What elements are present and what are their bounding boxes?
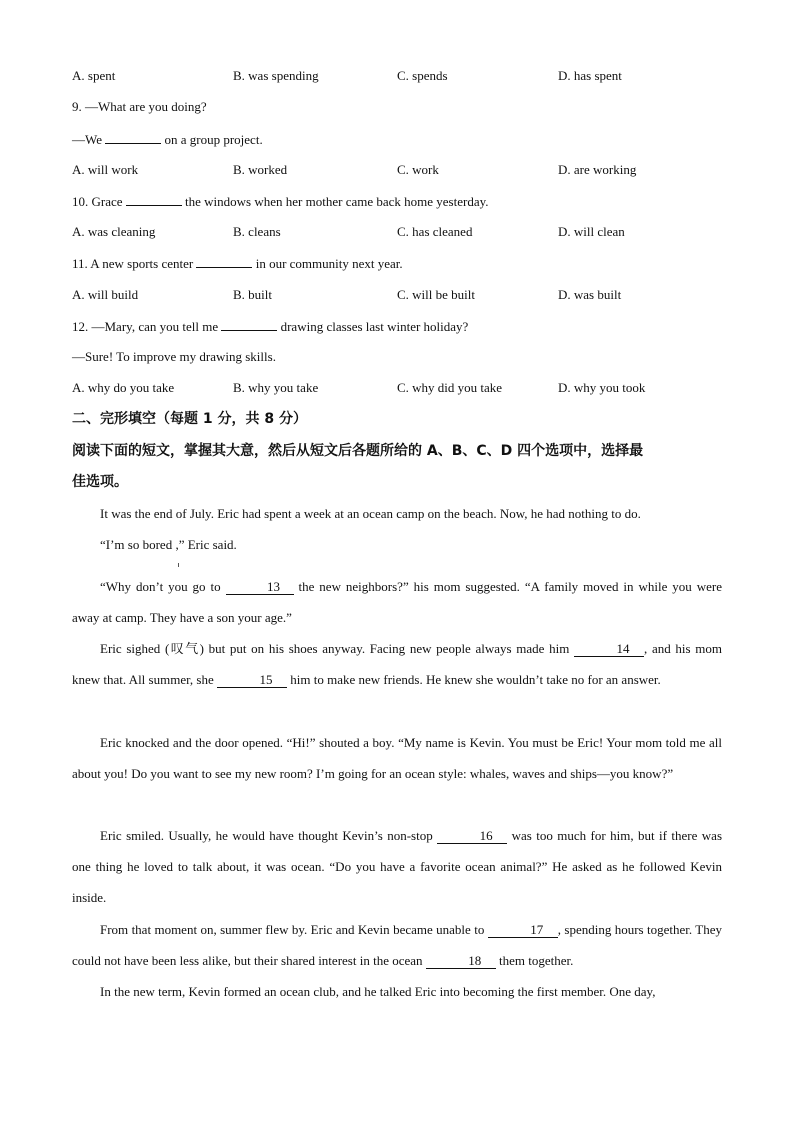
passage-paragraph-2: “I’m so bored ,” Eric said. (100, 537, 237, 552)
q10-option-c[interactable]: C. has cleaned (397, 224, 473, 239)
stray-mark (178, 563, 179, 567)
passage-p4-text-a: Eric sighed (叹气) but put on his shoes anyway. Facing new people always made him (100, 641, 570, 656)
q10-options (72, 223, 732, 241)
passage-paragraph-7 (72, 914, 722, 976)
passage-p6-text-a: Eric smiled. Usually, he would have thought Kevin’s non-stop (100, 828, 433, 843)
section-title: 二、完形填空（每题 1 分，共 8 分） (72, 411, 307, 427)
q9-answer-blank[interactable] (105, 130, 161, 144)
blank-15[interactable]: 15 (217, 672, 287, 688)
q12-options (72, 379, 732, 397)
q11-answer-blank[interactable] (196, 254, 252, 268)
q8-option-b[interactable]: B. was spending (233, 68, 319, 83)
q12-option-a[interactable]: A. why do you take (72, 380, 175, 395)
blank-18[interactable]: 18 (426, 953, 496, 969)
section-instruction-line1: 阅读下面的短文，掌握其大意，然后从短文后各题所给的 A、B、C、D 四个选项中，选择最 (72, 443, 644, 459)
q12-option-b[interactable]: B. why you take (233, 380, 319, 395)
q12-stem-post: drawing classes last winter holiday? (280, 319, 469, 334)
q9-reply-post: on a group project. (164, 132, 263, 147)
q10-stem-post: the windows when her mother came back home yesterday. (185, 194, 489, 209)
blank-16[interactable]: 16 (437, 828, 507, 844)
q10-stem (72, 192, 489, 211)
q11-stem-pre: 11. A new sports center (72, 256, 194, 271)
q9-option-d[interactable]: D. are working (558, 162, 637, 177)
q10-answer-blank[interactable] (126, 192, 182, 206)
passage-paragraph-6 (72, 820, 722, 913)
q9-reply (72, 130, 263, 149)
passage-p3-text-b: the new neighbors?” his mom suggested. “A family moved in while you were away at camp. They have a son your age.” (72, 579, 722, 625)
q8-option-a[interactable]: A. spent (72, 68, 116, 83)
passage-p3-text-a: “Why don’t you go to (100, 579, 221, 594)
blank-14[interactable]: 14 (574, 641, 644, 657)
passage-p7-text-b: , spending hours together. They could not have been less alike, but their shared interest in the ocean (72, 922, 723, 968)
section-instruction-line2: 佳选项。 (72, 474, 128, 490)
q12-answer-blank[interactable] (221, 317, 277, 331)
passage-paragraph-8: In the new term, Kevin formed an ocean club, and he talked Eric into becoming the first member. One day, (100, 984, 656, 999)
q11-stem (72, 254, 403, 273)
q8-option-c[interactable]: C. spends (397, 68, 448, 83)
q12-stem (72, 317, 468, 336)
q11-stem-post: in our community next year. (255, 256, 403, 271)
blank-17[interactable]: 17 (488, 922, 558, 938)
q9-reply-pre: —We (72, 132, 102, 147)
q10-stem-pre: 10. Grace (72, 194, 123, 209)
q9-option-b[interactable]: B. worked (233, 162, 288, 177)
passage-p7-text-c: them together. (499, 953, 574, 968)
q9-stem: 9. —What are you doing? (72, 99, 207, 114)
q12-stem-pre: 12. —Mary, can you tell me (72, 319, 219, 334)
passage-p4-text-c: him to make new friends. He knew she wouldn’t take no for an answer. (290, 672, 661, 687)
q11-option-a[interactable]: A. will build (72, 287, 139, 302)
passage-p7-text-a: From that moment on, summer flew by. Eric and Kevin became unable to (100, 922, 485, 937)
q11-options (72, 286, 732, 304)
passage-paragraph-1: It was the end of July. Eric had spent a week at an ocean camp on the beach. Now, he had nothing to do. (100, 506, 641, 521)
q8-option-d[interactable]: D. has spent (558, 68, 622, 83)
q10-option-a[interactable]: A. was cleaning (72, 224, 156, 239)
passage-p6-text-b: was too much for him, but if there was one thing he loved to talk about, it was ocean. “Do you have a favorite ocean animal?” He asked as he followed Kevin inside. (72, 828, 723, 905)
q9-options (72, 161, 732, 179)
q9-option-c[interactable]: C. work (397, 162, 439, 177)
passage-paragraph-3 (72, 571, 722, 633)
blank-13[interactable]: 13 (226, 579, 294, 595)
q11-option-d[interactable]: D. was built (558, 287, 622, 302)
q10-option-b[interactable]: B. cleans (233, 224, 281, 239)
q12-option-d[interactable]: D. why you took (558, 380, 646, 395)
passage-paragraph-5: Eric knocked and the door opened. “Hi!” shouted a boy. “My name is Kevin. You must be Eric! Your mom told me all about you! Do you want to see my new room? I’m going for an ocean style: whales, waves and ships—you know?” (72, 735, 722, 781)
q12-reply: —Sure! To improve my drawing skills. (72, 349, 276, 364)
passage-paragraph-4 (72, 633, 722, 695)
q9-option-a[interactable]: A. will work (72, 162, 139, 177)
q10-option-d[interactable]: D. will clean (558, 224, 625, 239)
q11-option-b[interactable]: B. built (233, 287, 273, 302)
q8-options (72, 67, 732, 85)
passage-p4-text-b: , and his mom knew that. All summer, she (72, 641, 723, 687)
q11-option-c[interactable]: C. will be built (397, 287, 475, 302)
q12-option-c[interactable]: C. why did you take (397, 380, 503, 395)
